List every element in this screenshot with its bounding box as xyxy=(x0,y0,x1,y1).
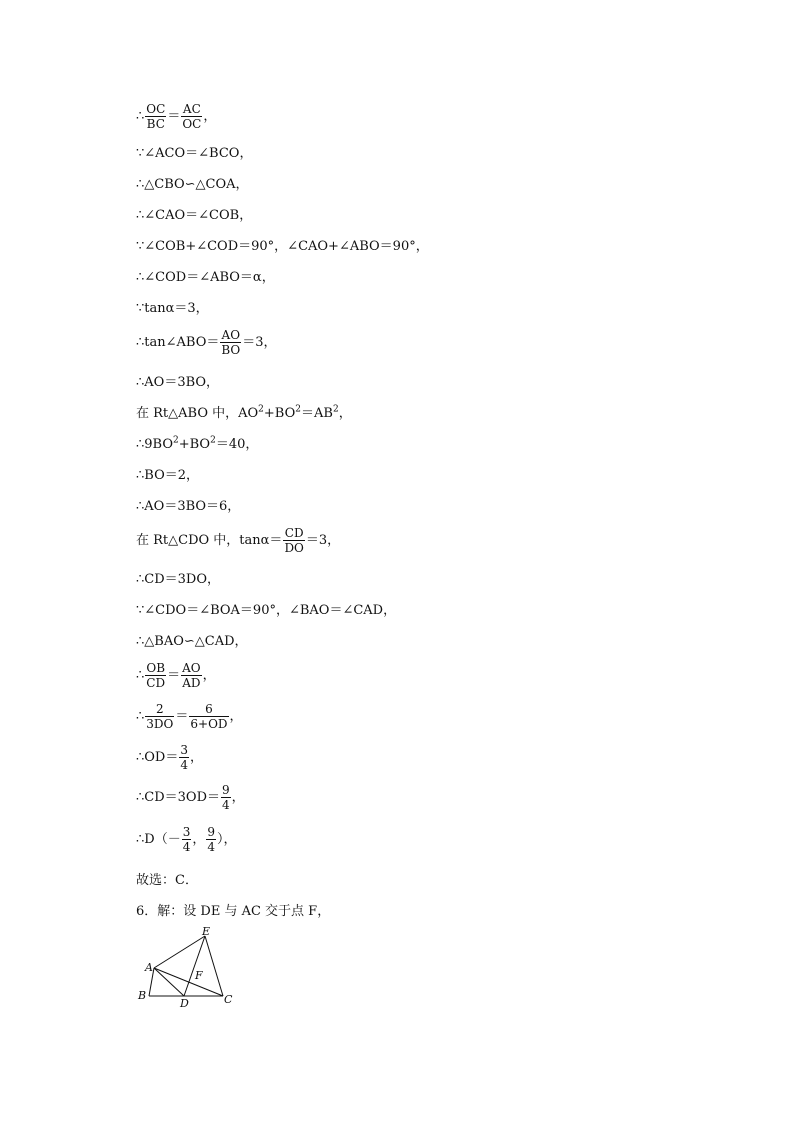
line-8: ∴tan∠ABO＝ $\frac{AO}{BO}$ ＝3， xyxy=(136,328,277,357)
fraction: $\frac{OC}{BC}$ xyxy=(146,102,166,131)
label-F: F xyxy=(195,969,203,982)
line-9: ∴AO＝3BO， xyxy=(136,375,220,390)
fraction: $\frac{3}{4}$ xyxy=(180,743,188,772)
line-5: ∵∠COB+∠COD＝90°，∠CAO+∠ABO＝90°， xyxy=(136,239,429,254)
line-1: ∴ $\frac{OC}{BC}$ ＝ $\frac{AC}{OC}$ ， xyxy=(136,102,217,131)
line-18: ∴ $\frac{OB}{CD}$ ＝ $\frac{AO}{AD}$ ， xyxy=(136,661,216,690)
label-C: C xyxy=(224,993,233,1006)
line-21: ∴CD＝3OD＝ $\frac{9}{4}$ ， xyxy=(136,783,245,812)
line-6: ∴∠COD＝∠ABO＝α， xyxy=(136,270,275,285)
fraction: $\frac{AO}{AD}$ xyxy=(182,661,201,690)
segment-AD xyxy=(154,968,184,996)
line-16: ∵∠CDO＝∠BOA＝90°，∠BAO＝∠CAD， xyxy=(136,603,397,618)
label-B: B xyxy=(138,989,147,1002)
segment-EC xyxy=(205,936,223,996)
line-13: ∴AO＝3BO＝6， xyxy=(136,499,241,514)
line-2: ∵∠ACO＝∠BCO， xyxy=(136,146,253,161)
fraction: $\frac{6}{6+OD}$ xyxy=(190,702,228,731)
line-20: ∴OD＝ $\frac{3}{4}$ ， xyxy=(136,743,204,772)
fraction: $\frac{OB}{CD}$ xyxy=(146,661,166,690)
line-17: ∴△BAO∽△CAD， xyxy=(136,634,248,649)
line-4: ∴∠CAO＝∠COB， xyxy=(136,208,253,223)
segment-AE xyxy=(154,936,205,968)
line-10: 在 Rt△ABO 中，$AO^2+BO^2=AB^2$， xyxy=(136,404,352,421)
fraction: $\frac{CD}{DO}$ xyxy=(284,526,304,555)
line-19: ∴ $\frac{2}{3DO}$ ＝ $\frac{6}{6+OD}$ ， xyxy=(136,702,243,731)
line-12: ∴BO＝2， xyxy=(136,468,199,483)
fraction: $\frac{AC}{OC}$ xyxy=(182,102,202,131)
line-15: ∴CD＝3DO， xyxy=(136,572,220,587)
label-E: E xyxy=(202,926,211,938)
label-D: D xyxy=(180,997,189,1010)
line-7: ∵tanα＝3， xyxy=(136,301,209,316)
fraction: $\frac{9}{4}$ xyxy=(222,783,230,812)
fraction: $\frac{AO}{BO}$ xyxy=(221,328,241,357)
line-24: 6．解：设 DE 与 AC 交于点 F， xyxy=(136,904,331,919)
line-11: $\therefore 9BO^2+BO^2=40$， xyxy=(136,435,259,452)
line-23: 故选：C． xyxy=(136,873,198,888)
line-3: ∴△CBO∽△COA， xyxy=(136,177,249,192)
fraction: $\frac{9}{4}$ xyxy=(207,825,215,854)
line-22: ∴D（－ $\frac{3}{4}$ ， $\frac{9}{4}$ ）， xyxy=(136,825,237,854)
fraction: $\frac{3}{4}$ xyxy=(182,825,191,854)
geometry-figure xyxy=(132,926,242,1010)
fraction: $\frac{2}{3DO}$ xyxy=(146,702,174,731)
label-A: A xyxy=(145,961,153,974)
line-14: 在 Rt△CDO 中，tanα＝ $\frac{CD}{DO}$ ＝3， xyxy=(136,526,341,555)
